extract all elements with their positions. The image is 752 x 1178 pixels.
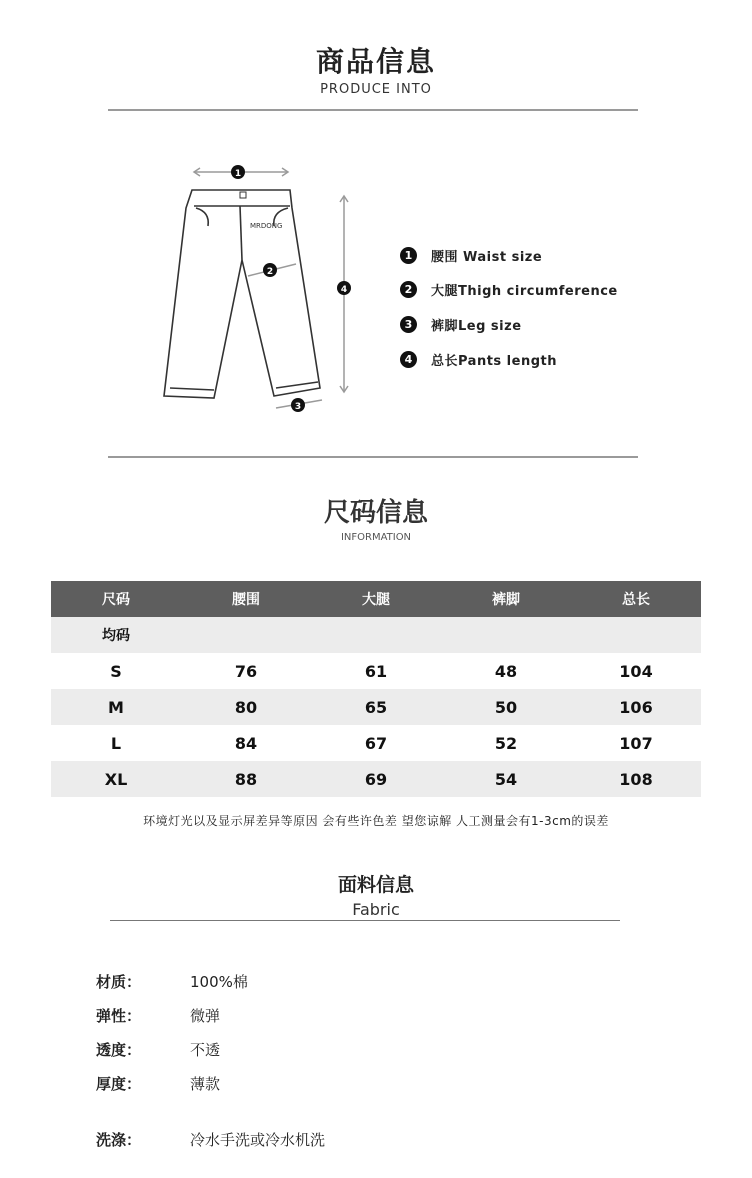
svg-text:2: 2 [266,267,274,277]
size-table [51,581,701,797]
pants-measurement-diagram [150,150,370,430]
svg-text:1: 1 [234,169,242,179]
fabric-info-subtitle: Fabric [352,900,400,919]
header-leg: 裤脚 [441,581,571,617]
table-header-row [51,581,701,617]
fabric-label-transparency: 透度： [96,1041,142,1059]
table-row: M 80 65 50 106 [51,689,701,725]
header-length: 总长 [571,581,701,617]
number-2-icon: 2 [400,281,417,298]
legend-item-length: 4 总长Pants length [400,348,557,370]
fabric-value-thickness: 薄款 [190,1075,221,1093]
header-size: 尺码 [51,581,181,617]
table-row: XL 88 69 54 108 [51,761,701,797]
fabric-label-material: 材质： [96,973,142,991]
size-info-title: 尺码信息 [323,498,428,528]
divider-top [108,109,638,111]
number-1-icon: 1 [400,247,417,264]
divider-middle [108,456,638,458]
fabric-value-elasticity: 微弹 [190,1007,221,1025]
table-row: S 76 61 48 104 [110,661,653,681]
fabric-info-title: 面料信息 [337,874,414,896]
table-row: 均码 [51,617,701,653]
product-info-subtitle: PRODUCE INTO [320,82,432,97]
legend-item-waist: 1 腰围 Waist size [400,244,542,266]
header-waist: 腰围 [181,581,311,617]
product-info-title: 商品信息 [315,45,436,78]
legend-item-leg: 3 裤脚Leg size [400,313,522,335]
measurement-note: 环境灯光以及显示屏差异等原因 会有些许色差 望您谅解 人工测量会有1-3cm的误差 [143,814,609,828]
svg-text:3: 3 [294,402,302,412]
svg-text:4: 4 [340,285,348,295]
pants-outline [164,190,320,398]
fabric-label-elasticity: 弹性： [96,1007,142,1025]
legend-item-thigh: 2 大腿Thigh circumference [400,278,618,300]
fabric-value-washing: 冷水手洗或冷水机洗 [190,1131,326,1149]
fabric-label-washing: 洗涤： [96,1131,142,1149]
brand-label: MRDONG [250,222,283,230]
table-row: L 84 67 52 107 [110,733,653,753]
fabric-value-material: 100%棉 [190,973,248,991]
number-4-icon: 4 [400,351,417,368]
header-thigh: 大腿 [311,581,441,617]
number-3-icon: 3 [400,316,417,333]
size-info-subtitle: INFORMATION [340,532,412,543]
divider-fabric [110,920,620,921]
fabric-value-transparency: 不透 [190,1041,221,1059]
fabric-label-thickness: 厚度： [96,1075,142,1093]
